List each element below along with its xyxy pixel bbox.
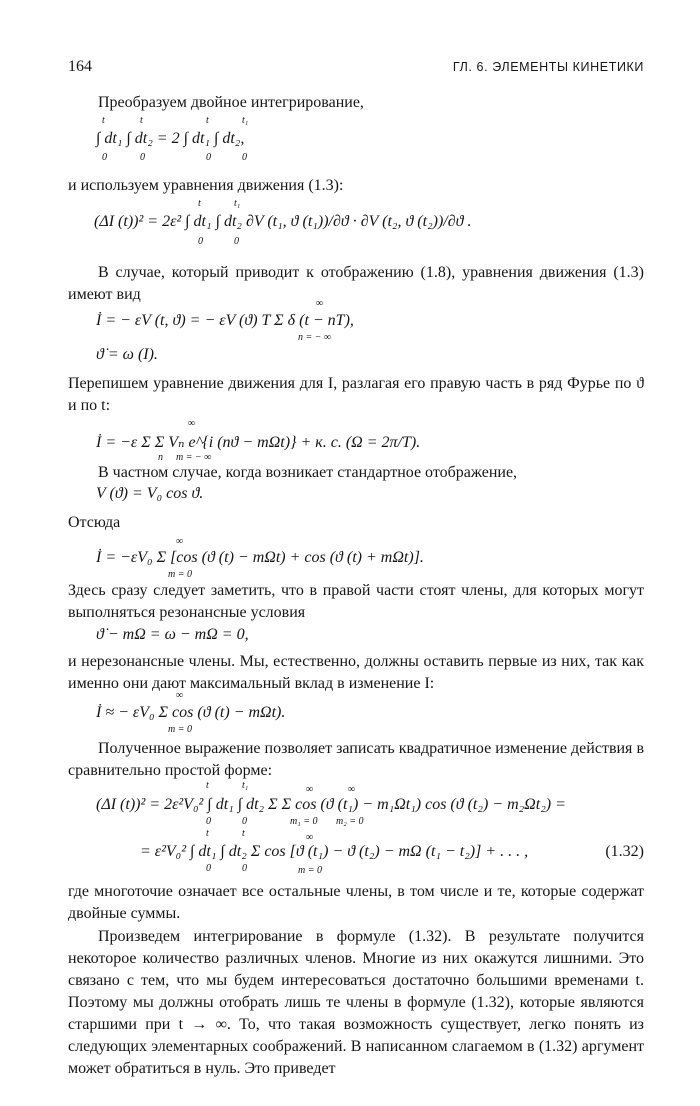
math-limit: ∞ bbox=[176, 690, 184, 701]
math-limit: ∞ bbox=[348, 784, 356, 795]
equation-5: V (ϑ) = V₀ cos ϑ. bbox=[96, 485, 204, 502]
math-limit: t bbox=[140, 115, 143, 126]
math-limit: 0 bbox=[242, 152, 247, 163]
math-limit: t bbox=[206, 828, 209, 839]
math-limit: 0 bbox=[140, 152, 145, 163]
paragraph-8: и нерезонансные члены. Мы, естественно, должны оставить первые из них, так как именно они дают максимальный вклад в изменение I: bbox=[68, 653, 644, 692]
equation-3b: ϑ̇ = ω (I). bbox=[96, 346, 158, 363]
math-limit: m = − ∞ bbox=[176, 452, 212, 463]
math-limit: t bbox=[242, 828, 245, 839]
math-limit: t bbox=[206, 115, 209, 126]
paragraph-10: где многоточие означает все остальные члены, в том числе и те, которые содержат двойные суммы. bbox=[68, 883, 644, 922]
math-limit: n = − ∞ bbox=[298, 332, 332, 343]
math-limit: ∞ bbox=[176, 536, 184, 547]
math-limit: m₂ = 0 bbox=[336, 816, 364, 827]
math-limit: t bbox=[102, 115, 105, 126]
math-limit: 0 bbox=[206, 863, 211, 874]
equation-3a: İ = − εV (t, ϑ) = − εV (ϑ) T Σ δ (t − nT), bbox=[96, 312, 354, 329]
math-limit: ∞ bbox=[188, 418, 196, 429]
math-limit: t₁ bbox=[242, 115, 249, 126]
equation-8: İ ≈ − εV₀ Σ cos (ϑ (t) − mΩt). bbox=[96, 704, 286, 721]
math-limit: n bbox=[158, 452, 163, 463]
paragraph-7: Здесь сразу следует заметить, что в правой части стоят члены, для которых могут выполняться резонансные условия bbox=[68, 582, 644, 621]
equation-number: (1.32) bbox=[605, 843, 644, 860]
paragraph-9: Полученное выражение позволяет записать квадратичное изменение действия в сравнительно простой форме: bbox=[68, 740, 644, 779]
math-limit: t₁ bbox=[242, 780, 249, 791]
math-limit: t₁ bbox=[234, 198, 241, 209]
math-limit: m₁ = 0 bbox=[290, 816, 318, 827]
equation-9a: (ΔI (t))² = 2ε²V₀² ∫ dt₁ ∫ dt₂ Σ Σ cos (ϑ (t₁) − m₁Ωt₁) cos (ϑ (t₂) − m₂Ωt₂) = bbox=[96, 796, 566, 813]
equation-6: İ = −εV₀ Σ [cos (ϑ (t) − mΩt) + cos (ϑ (t) + mΩt)]. bbox=[96, 549, 424, 566]
math-limit: 0 bbox=[206, 816, 211, 827]
equation-7: ϑ̇ − mΩ = ω − mΩ = 0, bbox=[96, 626, 249, 643]
paragraph-6: Отсюда bbox=[68, 514, 121, 531]
math-limit: ∞ bbox=[306, 784, 314, 795]
math-limit: m = 0 bbox=[168, 569, 192, 580]
math-limit: m = 0 bbox=[298, 865, 322, 876]
math-limit: 0 bbox=[242, 816, 247, 827]
math-limit: 0 bbox=[234, 236, 239, 247]
equation-2: (ΔI (t))² = 2ε² ∫ dt₁ ∫ dt₂ ∂V (t₁, ϑ (t₁))/∂ϑ · ∂V (t₂, ϑ (t₂))/∂ϑ . bbox=[94, 213, 472, 230]
paragraph-4: Перепишем уравнение движения для I, разлагая его правую часть в ряд Фурье по ϑ и по t: bbox=[68, 375, 644, 414]
paragraph-5: В частном случае, когда возникает стандартное отображение, bbox=[98, 464, 518, 481]
math-limit: t bbox=[198, 198, 201, 209]
math-limit: ∞ bbox=[306, 832, 314, 843]
math-limit: 0 bbox=[242, 863, 247, 874]
math-limit: ∞ bbox=[316, 298, 324, 309]
paragraph-11: Произведем интегрирование в формуле (1.32). В результате получится некоторое количество различных членов. Многие из них окажутся лишними. Это связано с тем, что мы будем интересоваться достаточно большими временами t. Поэтому мы должны отобрать лишь те члены в формуле (1.32), которые являются старшими при t → ∞. То, что такая возможность существует, легко понять из следующих элементарных соображений. В написанном слагаемом в (1.32) аргумент может обратиться в нуль. Это приведет bbox=[68, 928, 644, 1077]
math-limit: t bbox=[206, 780, 209, 791]
equation-4: İ = −ε Σ Σ Vₙ e^{i (nϑ − mΩt)} + к. с. (Ω = 2π/T). bbox=[96, 434, 421, 451]
math-limit: 0 bbox=[198, 236, 203, 247]
running-title: ГЛ. 6. ЭЛЕМЕНТЫ КИНЕТИКИ bbox=[452, 60, 644, 74]
paragraph-2: и используем уравнения движения (1.3): bbox=[68, 177, 344, 194]
paragraph-3: В случае, который приводит к отображению (1.8), уравнения движения (1.3) имеют вид bbox=[68, 264, 644, 303]
paragraph-1: Преобразуем двойное интегрирование, bbox=[98, 94, 364, 111]
page-header bbox=[68, 58, 644, 82]
equation-9b: = ε²V₀² ∫ dt₁ ∫ dt₂ Σ cos [ϑ (t₁) − ϑ (t₂) − mΩ (t₁ − t₂)] + . . . , bbox=[140, 843, 529, 860]
math-limit: 0 bbox=[102, 152, 107, 163]
math-limit: 0 bbox=[206, 152, 211, 163]
math-limit: m = 0 bbox=[168, 724, 192, 735]
page-number: 164 bbox=[68, 58, 92, 75]
equation-1: ∫ dt₁ ∫ dt₂ = 2 ∫ dt₁ ∫ dt₂, bbox=[96, 130, 245, 147]
